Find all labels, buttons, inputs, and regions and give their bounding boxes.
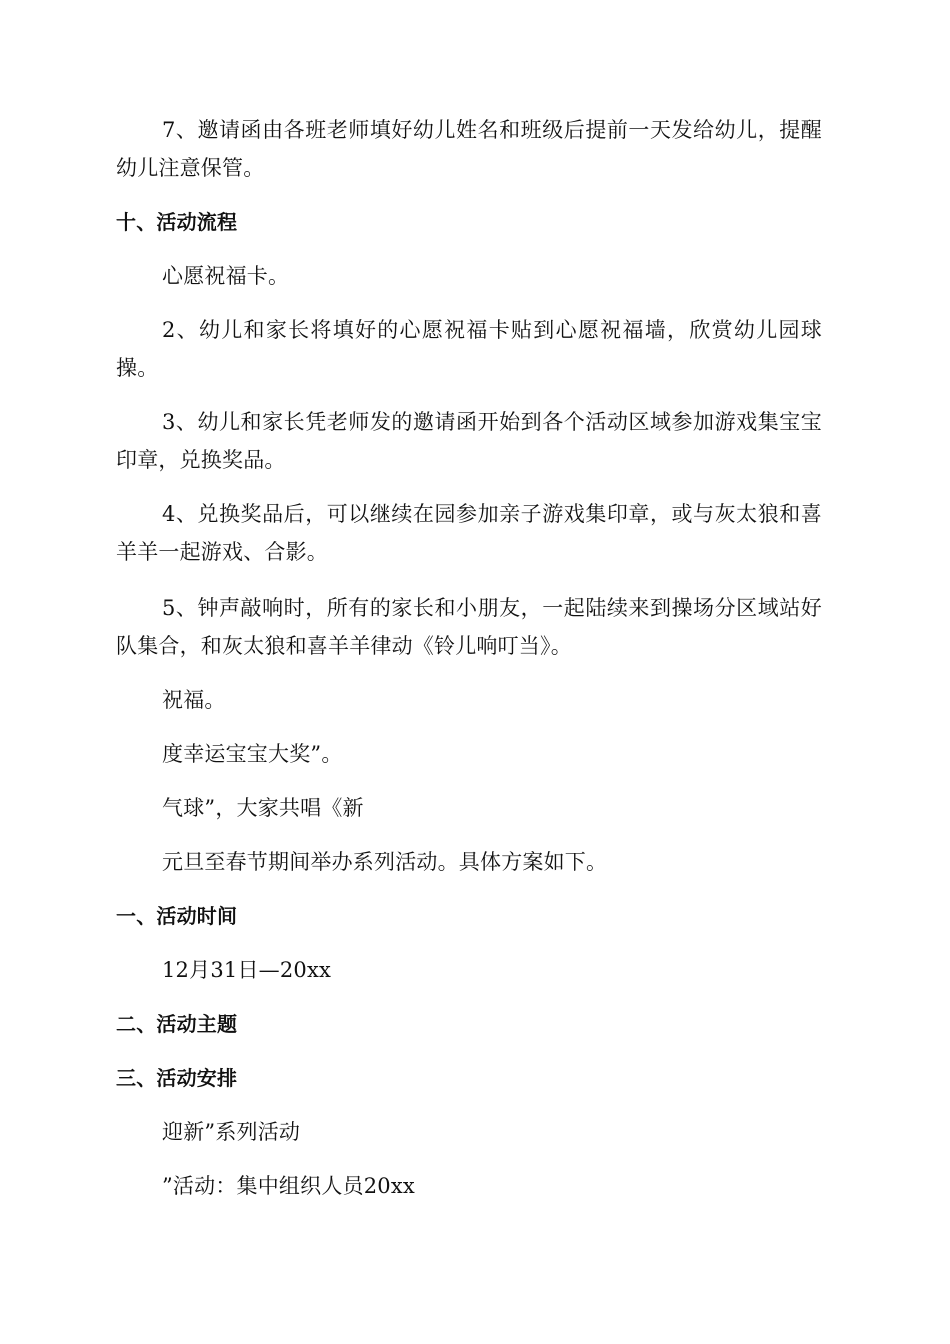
paragraph-lucky-baby-award: 度幸运宝宝大奖”。	[162, 742, 343, 766]
paragraph-invitation-distribution: 7、邀请函由各班老师填好幼儿姓名和班级后提前一天发给幼儿，提醒幼儿注意保管。	[116, 118, 822, 180]
paragraph-step-5: 5、钟声敲响时，所有的家长和小朋友，一起陆续来到操场分区域站好队集合，和灰太狼和喜羊羊律动《铃儿响叮当》。	[116, 596, 822, 658]
paragraph-blessing: 祝福。	[162, 688, 226, 712]
paragraph-organize-staff: ”活动：集中组织人员20xx	[162, 1174, 415, 1198]
paragraph-step-2: 2、幼儿和家长将填好的心愿祝福卡贴到心愿祝福墙，欣赏幼儿园球操。	[116, 318, 822, 380]
heading-activity-theme: 二、活动主题	[116, 1012, 238, 1036]
paragraph-step-3: 3、幼儿和家长凭老师发的邀请函开始到各个活动区域参加游戏集宝宝印章，兑换奖品。	[116, 410, 822, 472]
paragraph-welcome-new-activities: 迎新”系列活动	[162, 1120, 301, 1144]
paragraph-step-4: 4、兑换奖品后，可以继续在园参加亲子游戏集印章，或与灰太狼和喜羊羊一起游戏、合影。	[116, 502, 822, 564]
paragraph-balloon-song: 气球”，大家共唱《新	[162, 796, 364, 820]
heading-activity-arrangement: 三、活动安排	[116, 1066, 238, 1090]
paragraph-activity-date: 12月31日—20xx	[162, 958, 332, 982]
paragraph-series-activities: 元旦至春节期间举办系列活动。具体方案如下。	[162, 850, 608, 874]
heading-activity-time: 一、活动时间	[116, 904, 238, 928]
paragraph-wish-card: 心愿祝福卡。	[162, 264, 290, 288]
heading-activity-process: 十、活动流程	[116, 210, 238, 234]
